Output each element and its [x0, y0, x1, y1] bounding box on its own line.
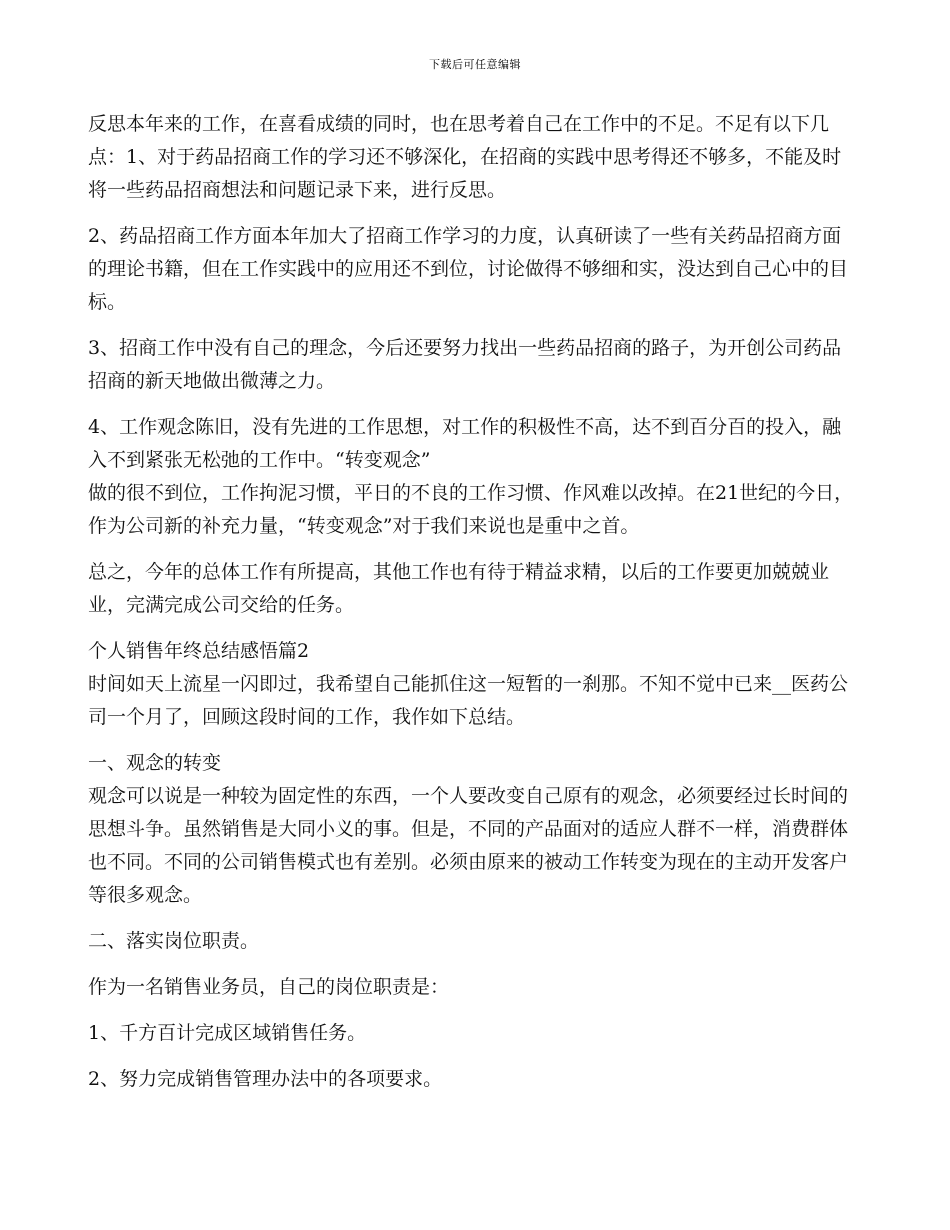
- paragraph-intro: 时间如天上流星一闪即过，我希望自己能抓住这一短暂的一刹那。不知不觉中已来__医药公司一个月了，回顾这段时间的工作，我作如下总结。: [88, 673, 849, 728]
- heading-concept-change: 一、观念的转变: [88, 752, 222, 774]
- paragraph-point-3: 3、招商工作中没有自己的理念，今后还要努力找出一些药品招商的路子，为开创公司药品招商的新天地做出微薄之力。: [88, 337, 842, 392]
- paragraph-responsibilities-intro: 作为一名销售业务员，自己的岗位职责是：: [88, 976, 450, 998]
- paragraph-concept-change: 观念可以说是一种较为固定性的东西，一个人要改变自己原有的观念，必须要经过长时间的思想斗争。虽然销售是大同小义的事。但是，不同的产品面对的适应人群不一样，消费群体也不同。不同的公司销售模式也有差别。必须由原来的被动工作转变为现在的主动开发客户等很多观念。: [88, 785, 849, 906]
- paragraph-point-4: 4、工作观念陈旧，没有先进的工作思想，对工作的积极性不高，达不到百分百的投入，融入不到紧张无松弛的工作中。“转变观念”: [88, 416, 842, 471]
- list-item-2: 2、努力完成销售管理办法中的各项要求。: [88, 1068, 443, 1090]
- paragraph-point-4-continued: 做的很不到位，工作拘泥习惯，平日的不良的工作习惯、作风难以改掉。在21世纪的今日，作为公司新的补充力量，“转变观念”对于我们来说也是重中之首。: [88, 482, 854, 537]
- document-body: [88, 108, 860, 1096]
- list-item-1: 1、千方百计完成区域销售任务。: [88, 1022, 367, 1044]
- paragraph-conclusion: 总之，今年的总体工作有所提高，其他工作也有待于精益求精，以后的工作要更加兢兢业业，完满完成公司交给的任务。: [88, 561, 830, 616]
- heading-responsibilities: 二、落实岗位职责。: [88, 930, 260, 952]
- paragraph-reflection: 反思本年来的工作，在喜看成绩的同时，也在思考着自己在工作中的不足。不足有以下几点：1、对于药品招商工作的学习还不够深化，在招商的实践中思考得还不够多，不能及时将一些药品招商想法和问题记录下来，进行反思。: [88, 113, 842, 201]
- page-header: 下载后可任意编辑: [429, 58, 521, 71]
- paragraph-point-2: 2、药品招商工作方面本年加大了招商工作学习的力度，认真研读了一些有关药品招商方面的理论书籍，但在工作实践中的应用还不到位，讨论做得不够细和实，没达到自己心中的目标。: [88, 225, 849, 313]
- section-title: 个人销售年终总结感悟篇2: [88, 640, 310, 662]
